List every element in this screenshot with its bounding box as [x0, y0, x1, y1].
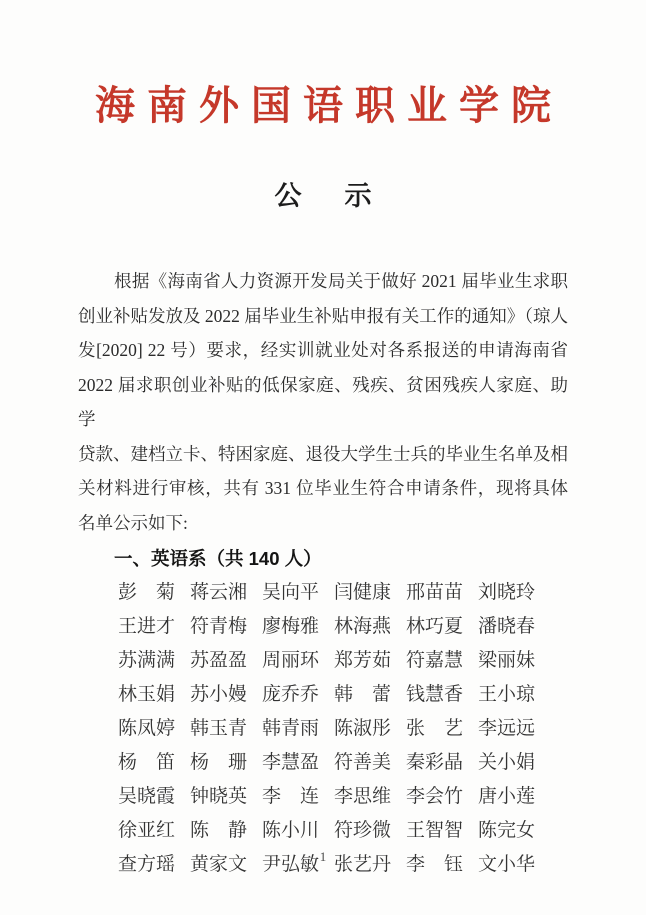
name-cell: 林海燕	[334, 616, 392, 637]
name-cell: 吴向平	[262, 582, 320, 603]
name-cell: 符善美	[334, 752, 392, 773]
name-cell: 符珍微	[334, 820, 392, 841]
name-cell: 尹弘敏	[262, 854, 320, 875]
body-paragraph	[78, 264, 568, 540]
name-cell: 张艺丹	[334, 854, 392, 875]
name-cell: 张 艺	[406, 718, 464, 739]
name-cell: 陈淑彤	[334, 718, 392, 739]
name-cell: 陈完女	[478, 820, 536, 841]
name-cell: 梁丽妹	[478, 650, 536, 671]
name-cell: 吴晓霞	[118, 786, 176, 807]
name-cell: 符青梅	[190, 616, 248, 637]
name-cell: 廖梅雅	[262, 616, 320, 637]
name-cell: 邢苗苗	[406, 582, 464, 603]
name-cell: 陈小川	[262, 820, 320, 841]
name-cell: 徐亚红	[118, 820, 176, 841]
name-cell: 潘晓春	[478, 616, 536, 637]
section-heading-english-dept: 一、英语系（共 140 人）	[114, 548, 322, 569]
institution-title: 海南外国语职业学院	[95, 83, 563, 128]
paragraph-line: 发[2020] 22 号）要求，经实训就业处对各系报送的申请海南省	[78, 340, 568, 360]
name-cell: 李 钰	[406, 854, 464, 875]
name-cell: 唐小莲	[478, 786, 536, 807]
name-cell: 钟晓英	[190, 786, 248, 807]
name-cell: 闫健康	[334, 582, 392, 603]
name-cell: 李慧盈	[262, 752, 320, 773]
paragraph-line: 贷款、建档立卡、特困家庭、退役大学生士兵的毕业生名单及相	[78, 443, 568, 464]
name-cell: 黄家文	[190, 854, 248, 875]
name-cell: 周丽环	[262, 650, 320, 671]
name-cell: 林玉娟	[118, 684, 176, 705]
paragraph-line: 根据《海南省人力资源开发局关于做好 2021 届毕业生求职	[114, 271, 568, 291]
paragraph-line: 创业补贴发放及 2022 届毕业生补贴申报有关工作的通知》（琼人	[78, 305, 568, 326]
name-cell: 郑芳茹	[334, 650, 392, 671]
paragraph-line: 关材料进行审核，共有 331 位毕业生符合申请条件，现将具体	[78, 478, 568, 498]
name-cell: 韩 蕾	[334, 684, 392, 705]
graduate-names-grid	[118, 576, 646, 882]
name-cell: 苏盈盈	[190, 650, 248, 671]
name-cell: 陈凤婷	[118, 718, 176, 739]
name-cell: 陈 静	[190, 820, 248, 841]
name-cell: 苏小嫚	[190, 684, 248, 705]
name-cell: 李会竹	[406, 786, 464, 807]
name-cell: 王小琼	[478, 684, 536, 705]
name-cell: 王智智	[406, 820, 464, 841]
notice-heading: 公 示	[274, 181, 380, 211]
name-cell: 钱慧香	[406, 684, 464, 705]
name-cell: 文小华	[478, 854, 536, 875]
name-cell: 查方瑶	[118, 854, 176, 875]
name-cell: 关小娟	[478, 752, 536, 773]
name-cell: 王进才	[118, 616, 176, 637]
page-number: 1	[319, 849, 327, 864]
name-cell: 李思维	[334, 786, 392, 807]
name-cell: 苏满满	[118, 650, 176, 671]
name-cell: 刘晓玲	[478, 582, 536, 603]
name-cell: 李 连	[262, 786, 320, 807]
name-cell: 杨 笛	[118, 752, 176, 773]
name-cell: 韩青雨	[262, 718, 320, 739]
name-cell: 李远远	[478, 718, 536, 739]
name-cell: 秦彩晶	[406, 752, 464, 773]
paragraph-line: 2022 届求职创业补贴的低保家庭、残疾、贫困残疾人家庭、助学	[78, 374, 568, 429]
name-cell: 蒋云湘	[190, 582, 248, 603]
name-cell: 林巧夏	[406, 616, 464, 637]
name-cell: 杨 珊	[190, 752, 248, 773]
name-cell: 符嘉慧	[406, 650, 464, 671]
name-cell: 庞乔乔	[262, 684, 320, 705]
name-cell: 韩玉青	[190, 718, 248, 739]
paragraph-line: 名单公示如下:	[78, 512, 188, 533]
name-cell: 彭 菊	[118, 582, 176, 603]
